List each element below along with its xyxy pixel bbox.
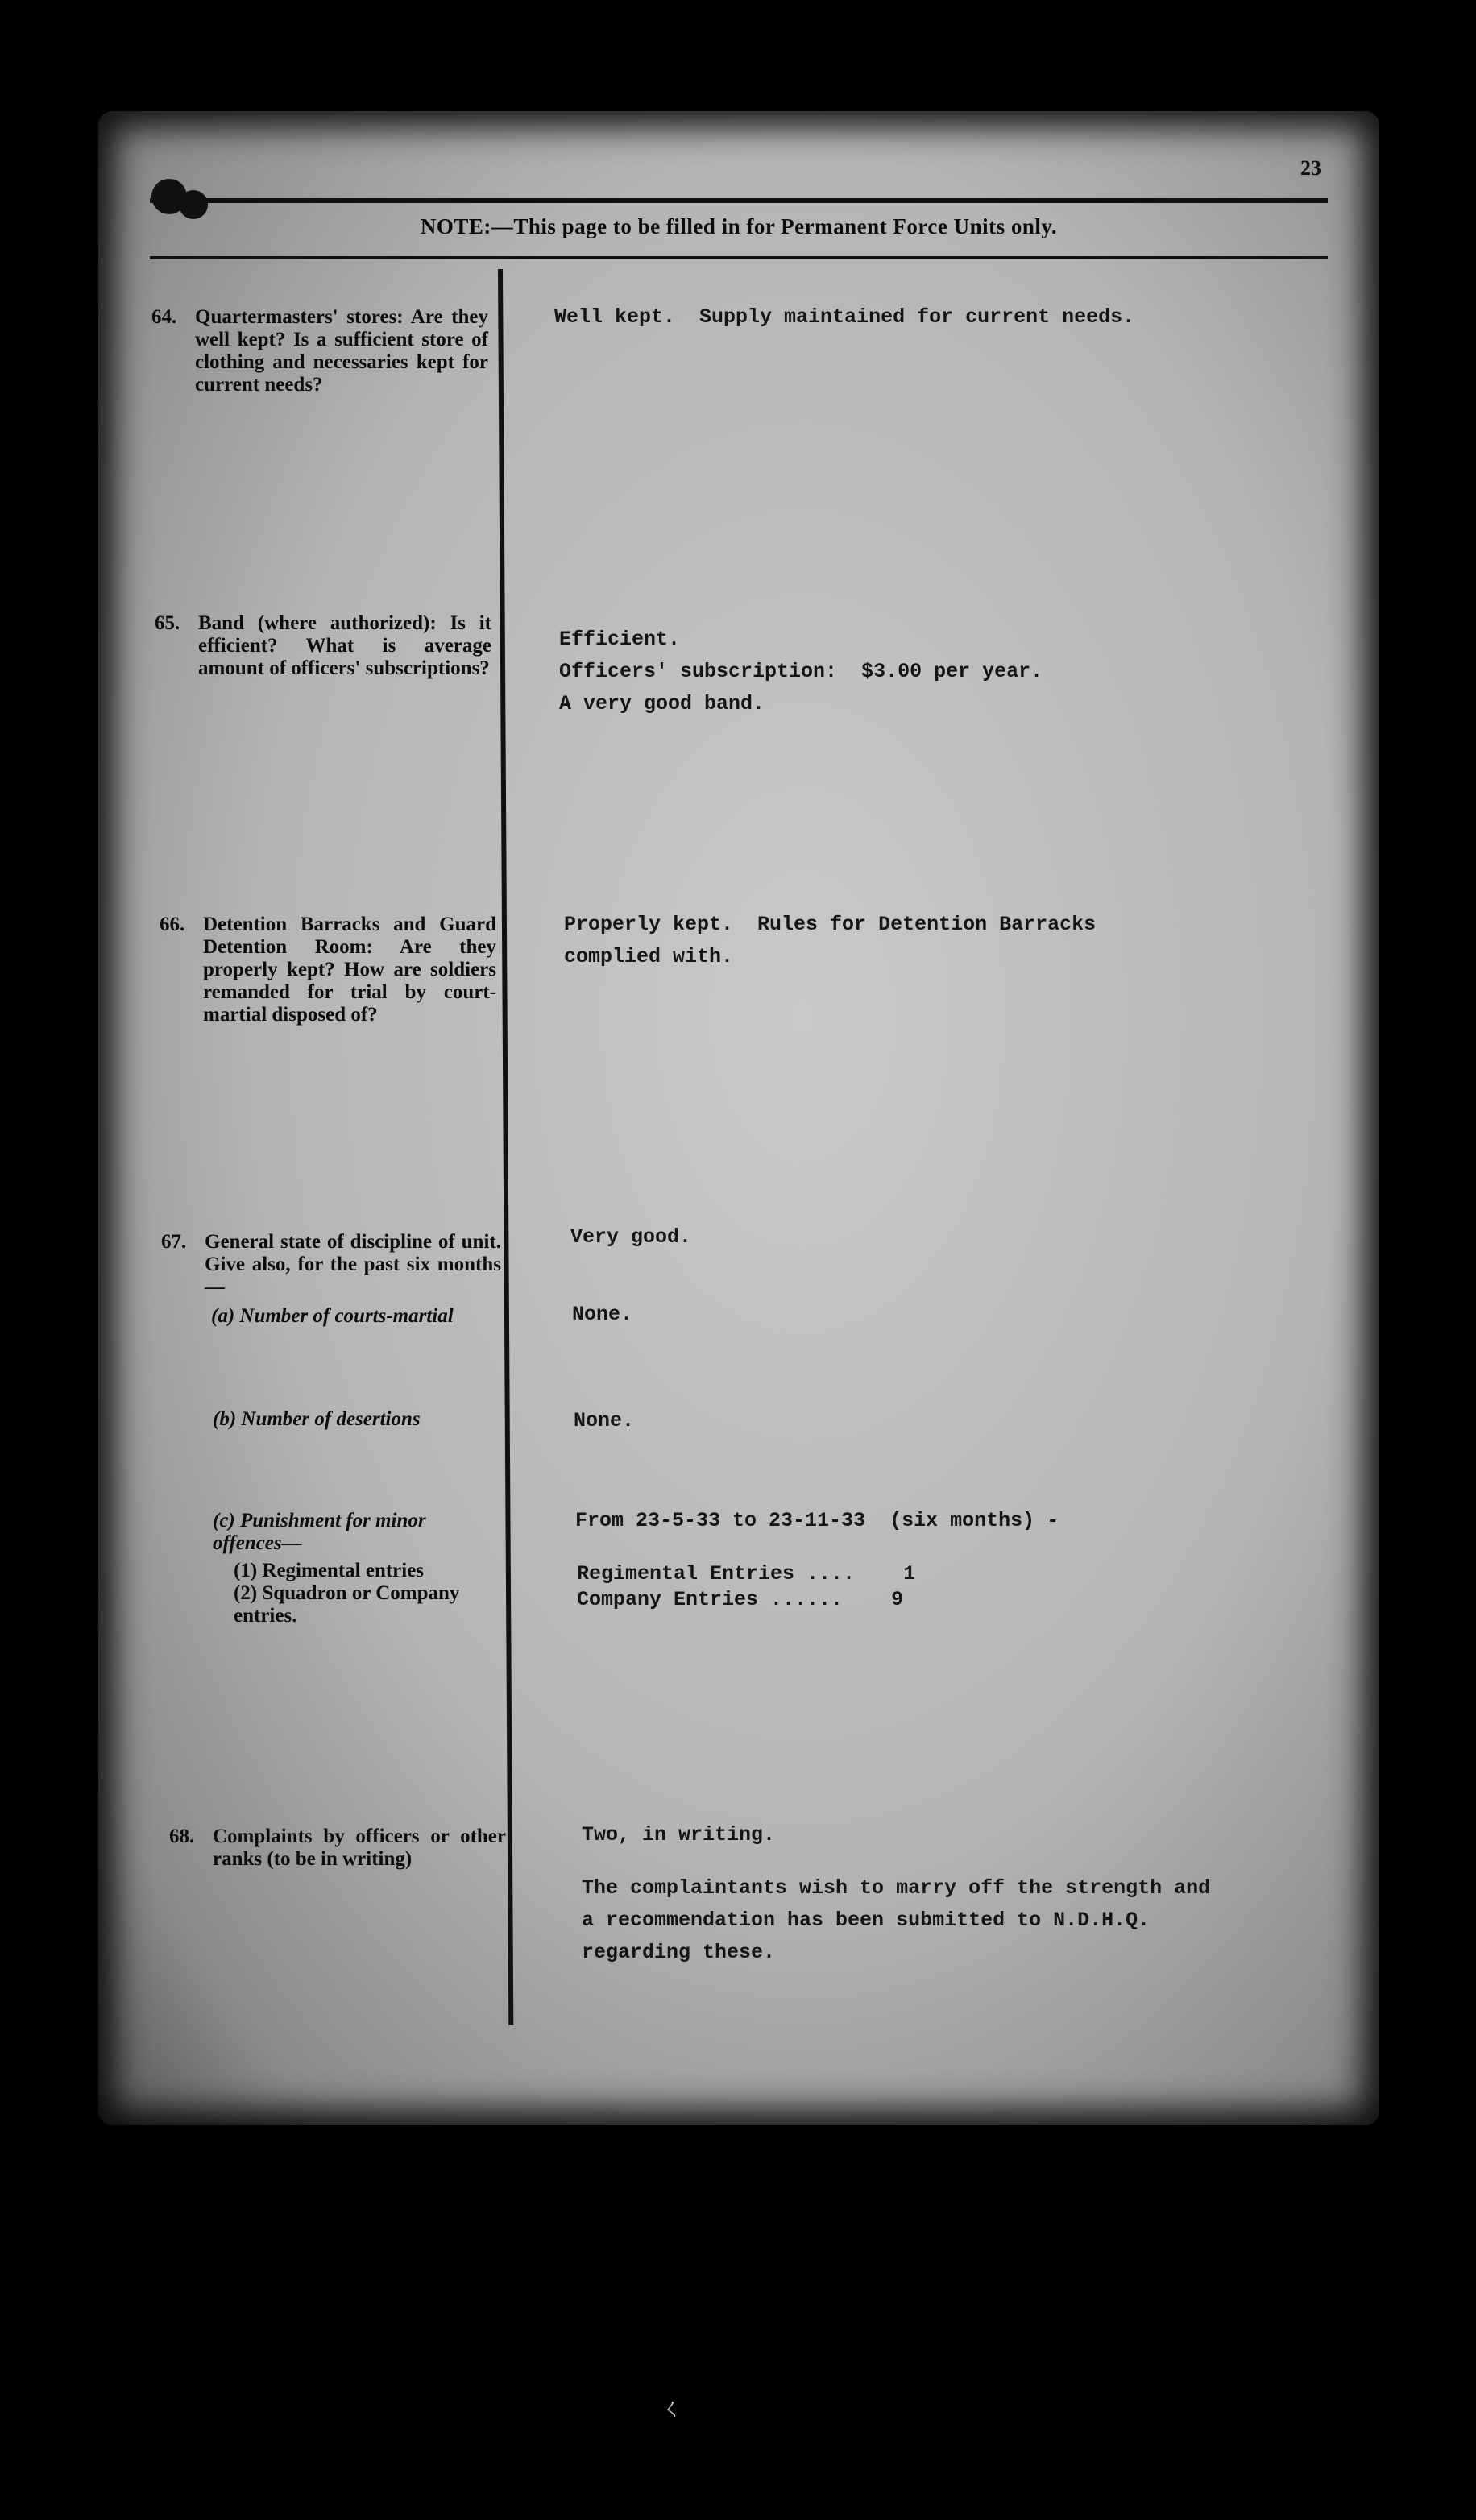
document-page — [98, 111, 1379, 2125]
answer-68: Two, in writing. The complaintants wish to marry off the strength and a recommendation has been submitted to N.D.H.Q. regarding these. — [582, 1823, 1211, 1964]
question-65: 65. Band (where authorized): Is it efficient? What is average amount of officers' subscriptions? — [155, 612, 491, 679]
answer-65: Efficient. Officers' subscription: $3.00 per year. A very good band. — [559, 628, 1043, 715]
question-67c2: (2) Squadron or Company entries. — [234, 1582, 460, 1627]
answer-67a: None. — [572, 1303, 633, 1326]
question-67c1: (1) Regimental entries — [234, 1560, 425, 1581]
answer-67c2: Company Entries ...... 9 — [577, 1588, 904, 1611]
answer-67b: None. — [574, 1409, 635, 1432]
column-divider — [498, 269, 513, 2025]
answer-67: Very good. — [570, 1225, 692, 1249]
page-note: NOTE:—This page to be filled in for Permanent Force Units only. — [420, 214, 1058, 238]
answer-67c1: Regimental Entries .... 1 — [577, 1562, 916, 1585]
answer-64: Well kept. Supply maintained for current needs. — [554, 305, 1135, 329]
question-67: 67. General state of discipline of unit. Give also, for the past six months— — [161, 1231, 501, 1298]
answer-67c: From 23-5-33 to 23-11-33 (six months) - — [575, 1509, 1059, 1532]
header-rule — [150, 256, 1328, 259]
question-68: 68. Complaints by officers or other ranks (to be in writing) — [169, 1826, 506, 1870]
question-67c: (c) Punishment for minor offences— — [213, 1510, 426, 1554]
page-number: 23 — [1300, 156, 1321, 180]
answer-66: Properly kept. Rules for Detention Barracks complied with. — [564, 913, 1097, 968]
question-67b: (b) Number of desertions — [213, 1408, 421, 1430]
question-66: 66. Detention Barracks and Guard Detention Room: Are they properly kept? How are soldiers remanded for trial by court-martial disposed of? — [160, 914, 496, 1026]
question-64: 64. Quartermasters' stores: Are they well kept? Is a sufficient store of clothing and necessaries kept for current needs? — [151, 306, 488, 396]
stray-mark: ㄑ — [661, 2396, 684, 2421]
question-67a: (a) Number of courts-martial — [211, 1305, 454, 1327]
top-rule — [150, 198, 1328, 203]
